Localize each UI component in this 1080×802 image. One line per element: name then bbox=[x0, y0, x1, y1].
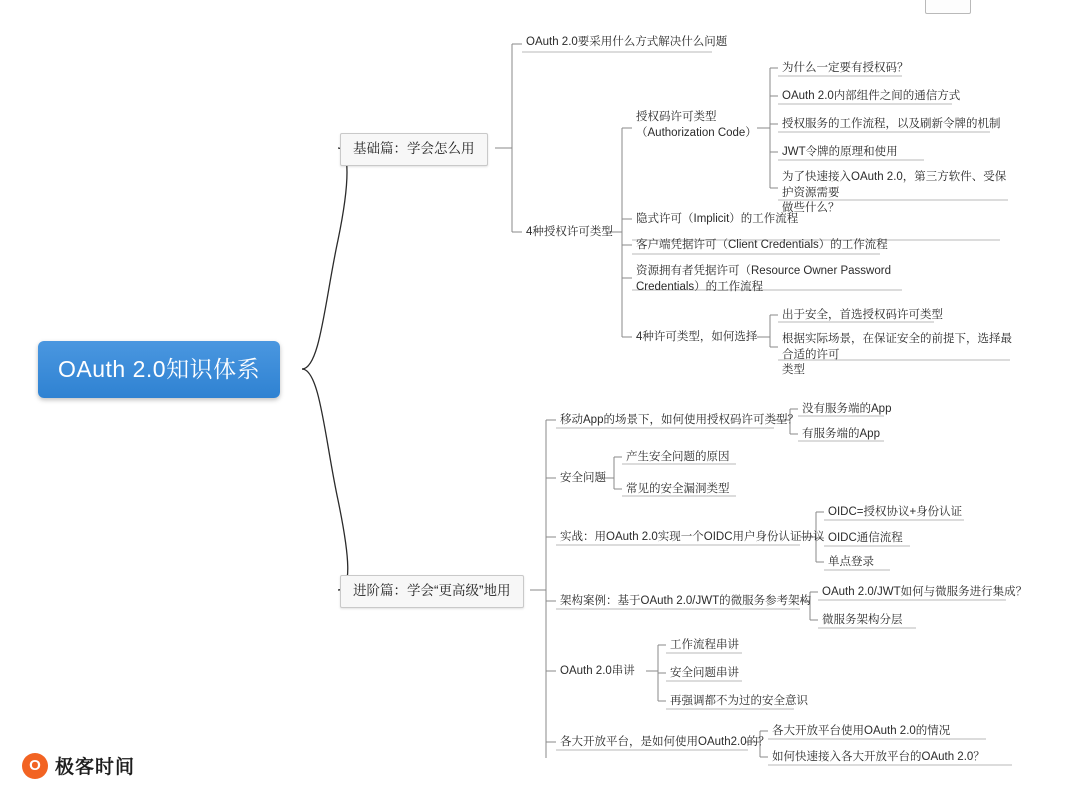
leaf-common-vulnerabilities[interactable]: 常见的安全漏洞类型 bbox=[626, 483, 730, 495]
leaf-resource-owner-password-flow-line2: Credentials）的工作流程 bbox=[636, 280, 764, 293]
leaf-auth-service-flow[interactable]: 授权服务的工作流程，以及刷新令牌的机制 bbox=[782, 118, 1001, 130]
brand-wordmark: 极客时间 bbox=[55, 757, 136, 778]
geekbang-logo-icon: O bbox=[22, 753, 48, 779]
leaf-platform-onboarding[interactable]: 如何快速接入各大开放平台的OAuth 2.0？ bbox=[772, 751, 985, 763]
leaf-oidc-flow[interactable]: OIDC通信流程 bbox=[828, 532, 903, 544]
node-authorization-code-line2: （Authorization Code） bbox=[636, 126, 757, 139]
leaf-microservice-layering[interactable]: 微服务架构分层 bbox=[822, 614, 903, 626]
branch-node-basics[interactable]: 基础篇：学会怎么用 bbox=[340, 133, 488, 166]
leaf-resource-owner-password-flow[interactable] bbox=[633, 262, 905, 297]
leaf-choose-by-scenario[interactable] bbox=[779, 330, 1015, 381]
leaf-app-with-server[interactable]: 有服务端的App bbox=[802, 428, 880, 440]
leaf-security-root-cause[interactable]: 产生安全问题的原因 bbox=[626, 451, 730, 463]
leaf-internal-communication[interactable]: OAuth 2.0内部组件之间的通信方式 bbox=[782, 90, 961, 102]
leaf-microservice-integration[interactable]: OAuth 2.0/JWT如何与微服务进行集成？ bbox=[822, 586, 1028, 598]
node-authorization-code-line1: 授权码许可类型 bbox=[636, 111, 717, 123]
leaf-single-sign-on[interactable]: 单点登录 bbox=[828, 556, 874, 568]
leaf-implicit-flow[interactable]: 隐式许可（Implicit）的工作流程 bbox=[636, 213, 799, 225]
leaf-client-credentials-flow[interactable]: 客户端凭据许可（Client Credentials）的工作流程 bbox=[636, 239, 888, 251]
node-mobile-app-auth-code[interactable]: 移动App的场景下，如何使用授权码许可类型？ bbox=[560, 414, 799, 426]
node-security-issues[interactable]: 安全问题 bbox=[560, 472, 606, 484]
node-oauth-recap[interactable]: OAuth 2.0串讲 bbox=[560, 665, 635, 677]
leaf-workflow-recap[interactable]: 工作流程串讲 bbox=[670, 639, 739, 651]
leaf-oauth-purpose[interactable]: OAuth 2.0要采用什么方式解决什么问题 bbox=[526, 36, 728, 48]
node-oidc-practice[interactable]: 实战：用OAuth 2.0实现一个OIDC用户身份认证协议 bbox=[560, 531, 825, 543]
leaf-security-recap[interactable]: 安全问题串讲 bbox=[670, 667, 739, 679]
leaf-jwt-token[interactable]: JWT令牌的原理和使用 bbox=[782, 146, 898, 158]
node-open-platforms[interactable]: 各大开放平台，是如何使用OAuth2.0的？ bbox=[560, 736, 770, 748]
node-architecture-case[interactable]: 架构案例：基于OAuth 2.0/JWT的微服务参考架构 bbox=[560, 595, 812, 607]
leaf-oidc-definition[interactable]: OIDC=授权协议+身份认证 bbox=[828, 506, 963, 518]
leaf-fast-onboarding-line1: 为了快速接入OAuth 2.0，第三方软件、受保护资源需要 bbox=[782, 171, 1007, 199]
leaf-choose-by-scenario-line1: 根据实际场景，在保证安全的前提下，选择最合适的许可 bbox=[782, 333, 1012, 361]
leaf-fast-onboarding-line2: 做些什么？ bbox=[782, 202, 840, 215]
leaf-app-without-server[interactable]: 没有服务端的App bbox=[802, 403, 892, 415]
branch-node-advanced[interactable]: 进阶篇：学会“更高级”地用 bbox=[340, 575, 524, 608]
leaf-security-awareness[interactable]: 再强调都不为过的安全意识 bbox=[670, 695, 808, 707]
node-how-to-choose-grant[interactable]: 4种许可类型，如何选择 bbox=[636, 331, 758, 343]
node-authorization-code[interactable] bbox=[633, 108, 763, 143]
leaf-why-auth-code[interactable]: 为什么一定要有授权码？ bbox=[782, 62, 909, 74]
leaf-resource-owner-password-flow-line1: 资源拥有者凭据许可（Resource Owner Password bbox=[636, 265, 891, 277]
brand-logo bbox=[22, 752, 135, 779]
leaf-choose-by-scenario-line2: 类型 bbox=[782, 364, 805, 377]
leaf-prefer-auth-code[interactable]: 出于安全，首选授权码许可类型 bbox=[782, 309, 943, 321]
node-four-grant-types[interactable]: 4种授权许可类型 bbox=[526, 226, 613, 238]
leaf-platform-usage[interactable]: 各大开放平台使用OAuth 2.0的情况 bbox=[772, 725, 951, 737]
top-right-chip bbox=[925, 0, 971, 14]
root-node[interactable]: OAuth 2.0知识体系 bbox=[38, 341, 280, 398]
leaf-fast-onboarding[interactable] bbox=[779, 168, 1015, 219]
